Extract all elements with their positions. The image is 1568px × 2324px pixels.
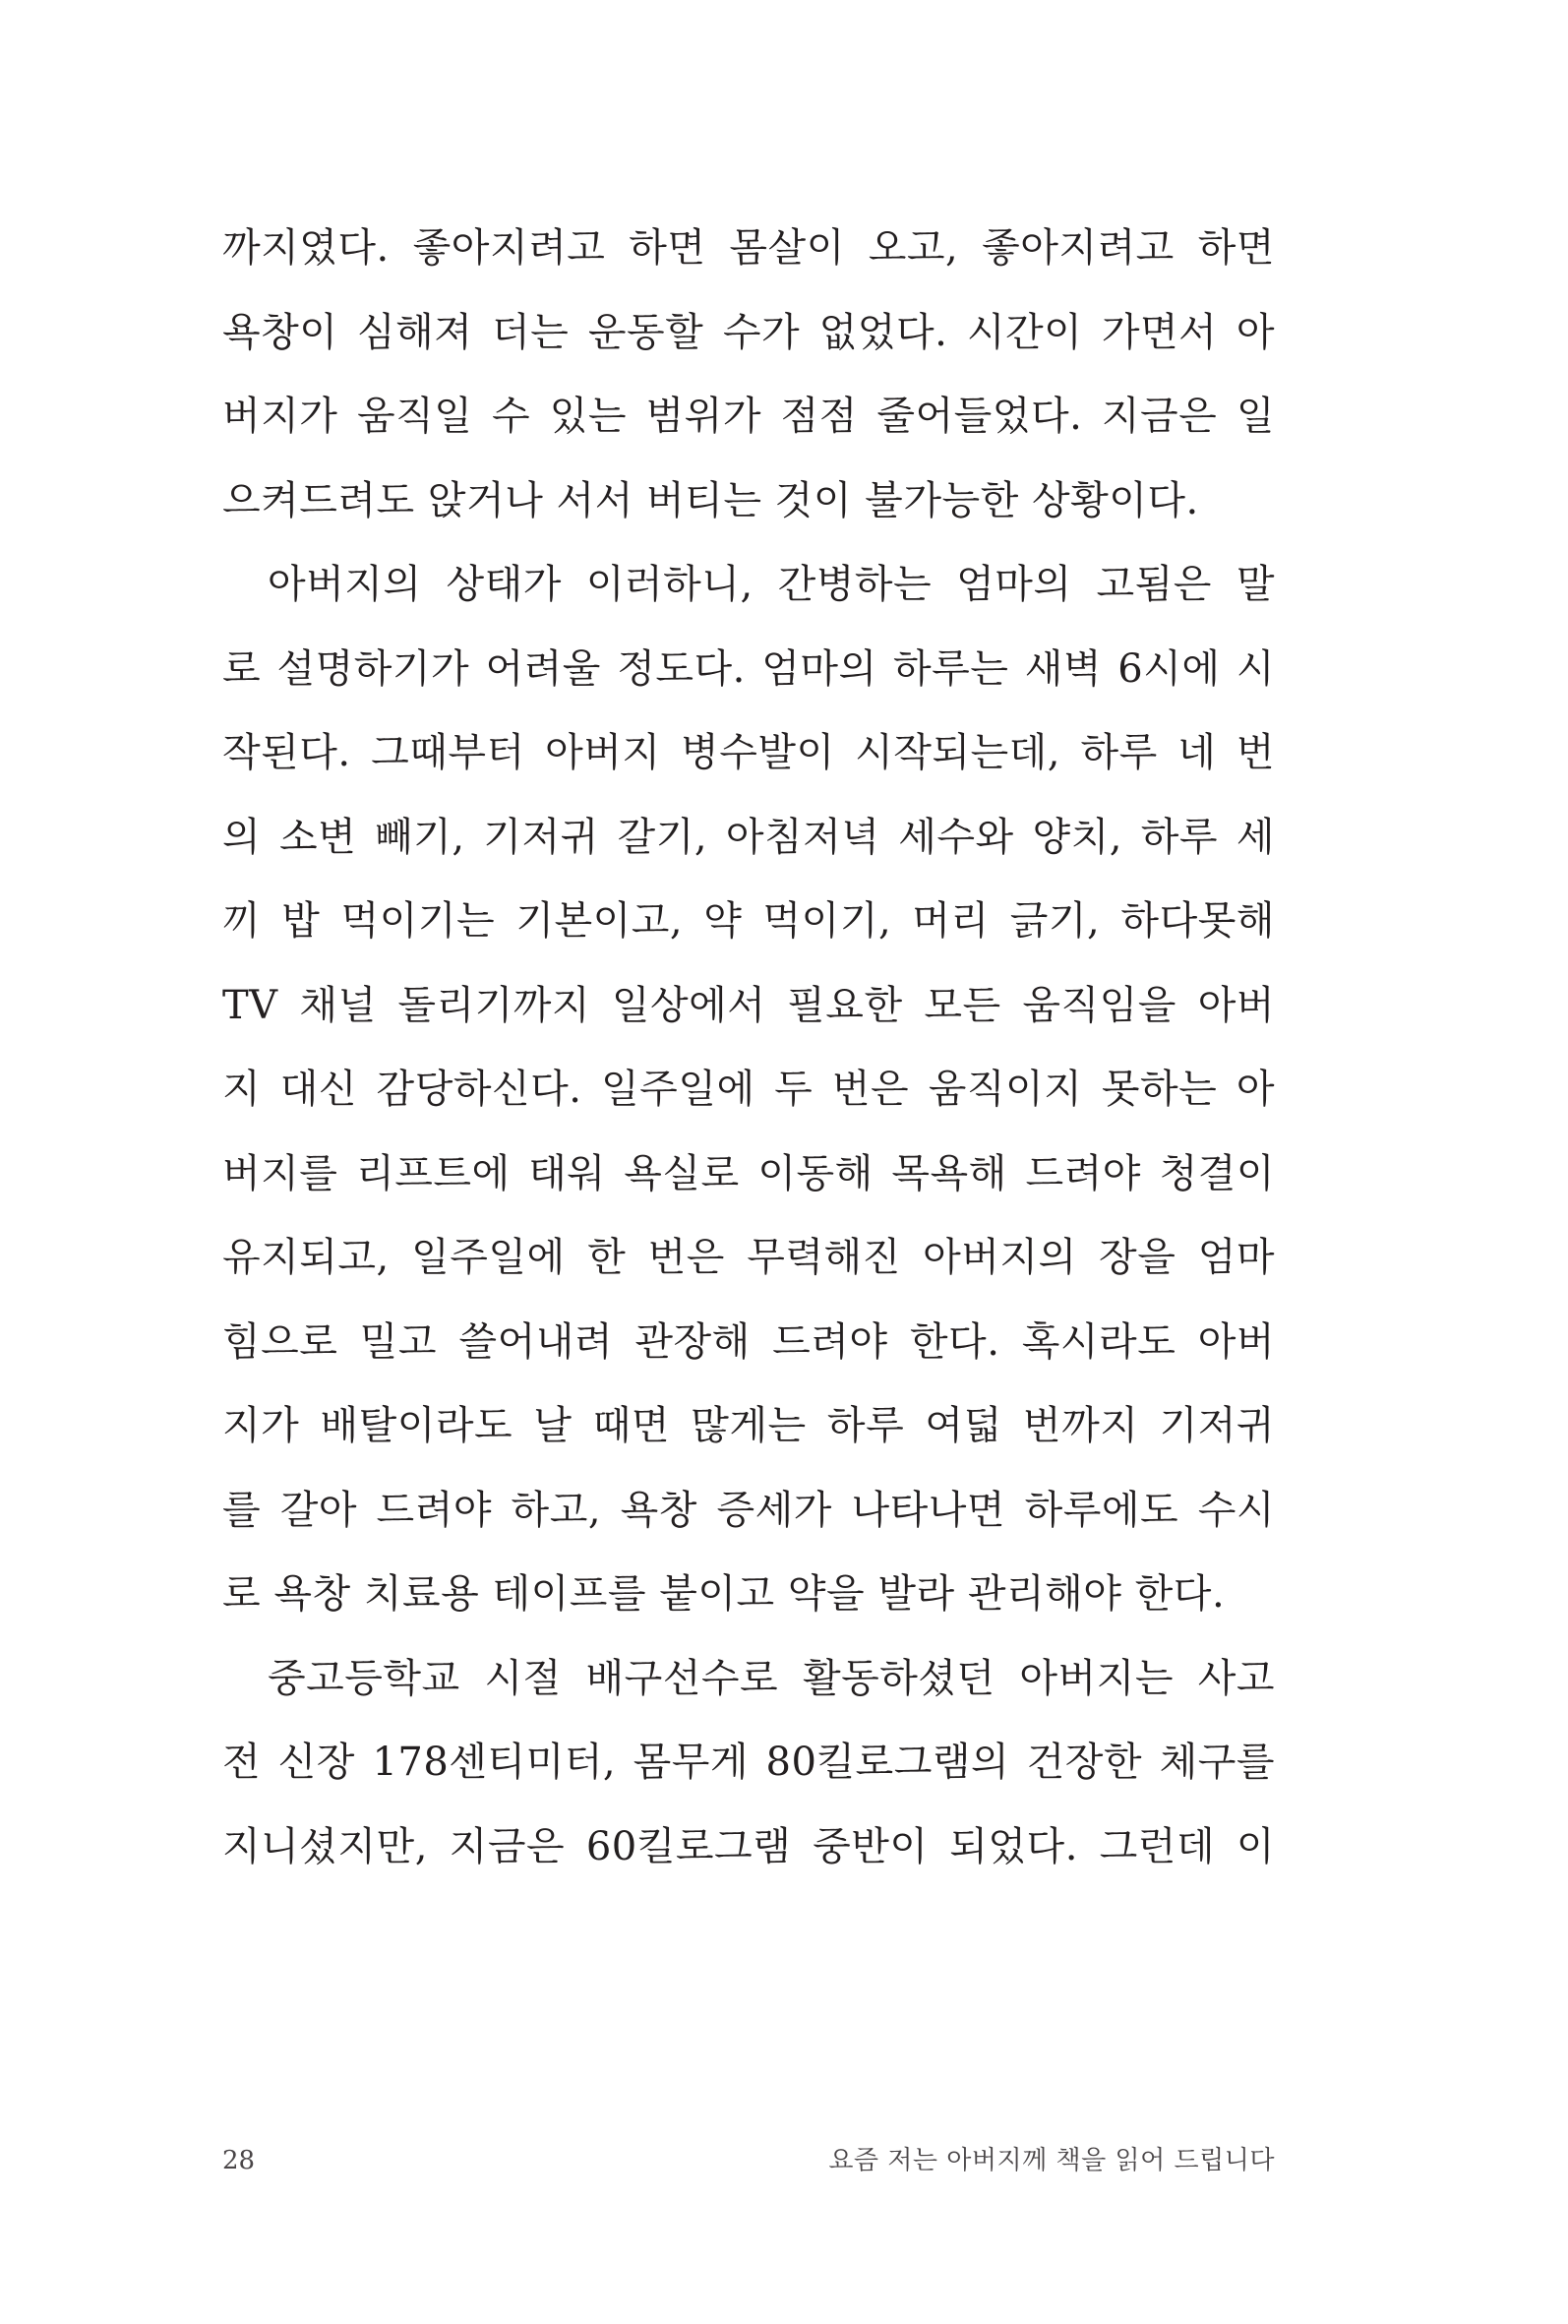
text-line: 끼 밥 먹이기는 기본이고, 약 먹이기, 머리 긁기, 하다못해 xyxy=(222,898,1275,944)
text-line: 욕창이 심해져 더는 운동할 수가 없었다. 시간이 가면서 아 xyxy=(222,309,1275,355)
text-line: 전 신장 178센티미터, 몸무게 80킬로그램의 건장한 체구를 xyxy=(222,1740,1275,1785)
text-line: 지가 배탈이라도 날 때면 많게는 하루 여덟 번까지 기저귀 xyxy=(222,1403,1275,1448)
body-text xyxy=(222,207,1275,1889)
text-line: 힘으로 밀고 쓸어내려 관장해 드려야 한다. 혹시라도 아버 xyxy=(222,1318,1275,1365)
running-title: 요즘 저는 아버지께 책을 읽어 드립니다 xyxy=(828,2146,1275,2175)
text-line: 작된다. 그때부터 아버지 병수발이 시작되는데, 하루 네 번 xyxy=(222,730,1275,775)
text-line: 의 소변 빼기, 기저귀 갈기, 아침저녁 세수와 양치, 하루 세 xyxy=(222,814,1275,860)
page-number: 28 xyxy=(222,2146,256,2175)
text-line: 중고등학교 시절 배구선수로 활동하셨던 아버지는 사고 xyxy=(268,1655,1275,1701)
text-line: 아버지의 상태가 이러하니, 간병하는 엄마의 고됨은 말 xyxy=(268,562,1275,607)
text-line: 버지가 움직일 수 있는 범위가 점점 줄어들었다. 지금은 일 xyxy=(222,394,1275,439)
text-line: 지 대신 감당하신다. 일주일에 두 번은 움직이지 못하는 아 xyxy=(222,1067,1275,1112)
text-line: 유지되고, 일주일에 한 번은 무력해진 아버지의 장을 엄마 xyxy=(222,1235,1275,1280)
text-line: 버지를 리프트에 태워 욕실로 이동해 목욕해 드려야 청결이 xyxy=(222,1150,1275,1196)
text-line: 지니셨지만, 지금은 60킬로그램 중반이 되었다. 그런데 이 xyxy=(222,1823,1275,1869)
paragraph-1 xyxy=(222,207,1275,543)
page-footer xyxy=(222,2141,1275,2180)
text-line: 까지였다. 좋아지려고 하면 몸살이 오고, 좋아지려고 하면 xyxy=(222,225,1275,271)
text-line: TV 채널 돌리기까지 일상에서 필요한 모든 움직임을 아버 xyxy=(222,982,1275,1028)
text-line: 를 갈아 드려야 하고, 욕창 증세가 나타나면 하루에도 수시 xyxy=(222,1487,1275,1533)
paragraph-3 xyxy=(222,1637,1275,1890)
text-line: 으켜드려도 앉거나 서서 버티는 것이 불가능한 상황이다. xyxy=(222,477,1199,523)
paragraph-2 xyxy=(222,543,1275,1637)
text-line: 로 설명하기가 어려울 정도다. 엄마의 하루는 새벽 6시에 시 xyxy=(222,645,1275,692)
text-line: 로 욕창 치료용 테이프를 붙이고 약을 발라 관리해야 한다. xyxy=(222,1571,1226,1617)
